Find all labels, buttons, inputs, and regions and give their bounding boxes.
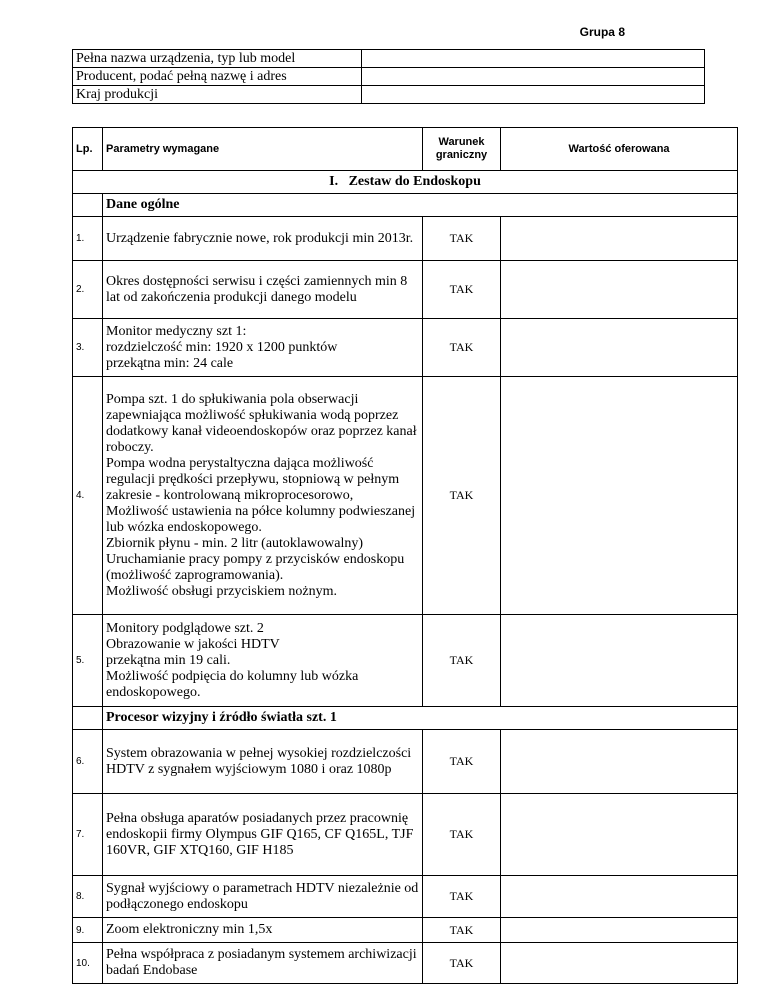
info-value-field[interactable] bbox=[362, 68, 705, 86]
row-parameters-text: Monitor medyczny szt 1: rozdzielczość min: 1920 x 1200 punktów przekątna min: 24 cale bbox=[106, 323, 338, 371]
info-label: Kraj produkcji bbox=[73, 86, 362, 104]
column-header-offered: Wartość oferowana bbox=[501, 128, 738, 171]
row-offered-value-field[interactable] bbox=[501, 794, 738, 876]
row-number: 5. bbox=[73, 615, 103, 707]
row-offered-value-field[interactable] bbox=[501, 217, 738, 261]
row-number: 4. bbox=[73, 377, 103, 615]
table-row bbox=[73, 794, 738, 876]
row-offered-value-field[interactable] bbox=[501, 377, 738, 615]
row-offered-value-field[interactable] bbox=[501, 261, 738, 319]
row-number: 2. bbox=[73, 261, 103, 319]
row-parameters bbox=[103, 217, 423, 261]
row-number: 8. bbox=[73, 876, 103, 918]
row-parameters-text: Urządzenie fabrycznie nowe, rok produkcji min 2013r. bbox=[106, 230, 414, 246]
row-parameters bbox=[103, 319, 423, 377]
row-number: 3. bbox=[73, 319, 103, 377]
section-row bbox=[73, 171, 738, 194]
row-number: 6. bbox=[73, 730, 103, 794]
info-value-field[interactable] bbox=[362, 86, 705, 104]
row-parameters bbox=[103, 943, 423, 984]
table-row bbox=[73, 918, 738, 943]
row-offered-value-field[interactable] bbox=[501, 730, 738, 794]
row-parameters-text: Monitory podglądowe szt. 2 Obrazowanie w jakości HDTV przekątna min 19 cali. Możliwość podpięcia do kolumny lub wózka endoskopowego. bbox=[106, 620, 359, 700]
row-number: 1. bbox=[73, 217, 103, 261]
subsection-lp-cell bbox=[73, 194, 103, 217]
parameters-table bbox=[72, 127, 738, 984]
row-offered-value-field[interactable] bbox=[501, 615, 738, 707]
subsection-title: Dane ogólne bbox=[103, 194, 738, 217]
info-row bbox=[73, 86, 705, 104]
table-row bbox=[73, 730, 738, 794]
row-condition: TAK bbox=[423, 261, 501, 319]
row-condition: TAK bbox=[423, 794, 501, 876]
subsection-lp-cell bbox=[73, 707, 103, 730]
device-info-table bbox=[72, 49, 705, 104]
row-condition: TAK bbox=[423, 730, 501, 794]
info-label: Pełna nazwa urządzenia, typ lub model bbox=[73, 50, 362, 68]
subsection-row bbox=[73, 194, 738, 217]
section-title-text: I. Zestaw do Endoskopu bbox=[329, 174, 481, 189]
row-parameters-text: Zoom elektroniczny min 1,5x bbox=[106, 922, 273, 937]
row-parameters bbox=[103, 876, 423, 918]
info-label: Producent, podać pełną nazwę i adres bbox=[73, 68, 362, 86]
row-parameters bbox=[103, 794, 423, 876]
row-number: 9. bbox=[73, 918, 103, 943]
row-condition: TAK bbox=[423, 319, 501, 377]
row-number: 7. bbox=[73, 794, 103, 876]
row-parameters bbox=[103, 261, 423, 319]
row-condition: TAK bbox=[423, 615, 501, 707]
row-parameters-text: Okres dostępności serwisu i części zamiennych min 8 lat od zakończenia produkcji danego modelu bbox=[106, 273, 408, 305]
row-condition: TAK bbox=[423, 943, 501, 984]
table-row bbox=[73, 261, 738, 319]
row-offered-value-field[interactable] bbox=[501, 943, 738, 984]
column-header-lp: Lp. bbox=[73, 128, 103, 171]
row-condition: TAK bbox=[423, 918, 501, 943]
info-value-field[interactable] bbox=[362, 50, 705, 68]
section-title bbox=[73, 171, 738, 194]
row-parameters-text: Pompa szt. 1 do spłukiwania pola obserwacji zapewniająca możliwość spłukiwania wodą poprzez dodatkowy kanał videoendoskopów oraz poprzez kanał roboczy. Pompa wodna perystaltyczna dająca możliwość regulacji prędkości przepływu, stopniową w pełnym zakresie - kontrolowaną mikroprocesorowo, Możliwość ustawienia na półce kolumny podwieszanej lub wózka endoskopowego. Zbiornik płynu - min. 2 litr (autoklawowalny) Uruchamianie pracy pompy z przycisków endoskopu (możliwość zaprogramowania). Możliwość obsługi przyciskiem nożnym. bbox=[106, 391, 417, 599]
table-row bbox=[73, 615, 738, 707]
row-parameters bbox=[103, 918, 423, 943]
row-parameters-text: Pełna współpraca z posiadanym systemem archiwizacji badań Endobase bbox=[106, 947, 417, 978]
table-row bbox=[73, 377, 738, 615]
table-row bbox=[73, 319, 738, 377]
table-row bbox=[73, 943, 738, 984]
subsection-row bbox=[73, 707, 738, 730]
table-row bbox=[73, 876, 738, 918]
row-parameters-text: Pełna obsługa aparatów posiadanych przez pracownię endoskopii firmy Olympus GIF Q165, CF Q165L, TJF 160VR, GIF XTQ160, GIF H185 bbox=[106, 810, 414, 858]
info-row bbox=[73, 68, 705, 86]
row-parameters bbox=[103, 377, 423, 615]
subsection-title: Procesor wizyjny i źródło światła szt. 1 bbox=[103, 707, 738, 730]
row-number: 10. bbox=[73, 943, 103, 984]
row-condition: TAK bbox=[423, 876, 501, 918]
info-row bbox=[73, 50, 705, 68]
column-header-condition: Warunek graniczny bbox=[423, 128, 501, 171]
row-condition: TAK bbox=[423, 217, 501, 261]
column-header-params: Parametry wymagane bbox=[103, 128, 423, 171]
row-condition: TAK bbox=[423, 377, 501, 615]
row-parameters-text: System obrazowania w pełnej wysokiej rozdzielczości HDTV z sygnałem wyjściowym 1080 i oraz 1080p bbox=[106, 745, 412, 777]
row-offered-value-field[interactable] bbox=[501, 319, 738, 377]
group-label: Grupa 8 bbox=[579, 25, 625, 39]
table-row bbox=[73, 217, 738, 261]
row-parameters-text: Sygnał wyjściowy o parametrach HDTV niezależnie od podłączonego endoskopu bbox=[106, 880, 419, 912]
row-parameters bbox=[103, 730, 423, 794]
table-header-row bbox=[73, 128, 738, 171]
row-parameters bbox=[103, 615, 423, 707]
row-offered-value-field[interactable] bbox=[501, 918, 738, 943]
row-offered-value-field[interactable] bbox=[501, 876, 738, 918]
